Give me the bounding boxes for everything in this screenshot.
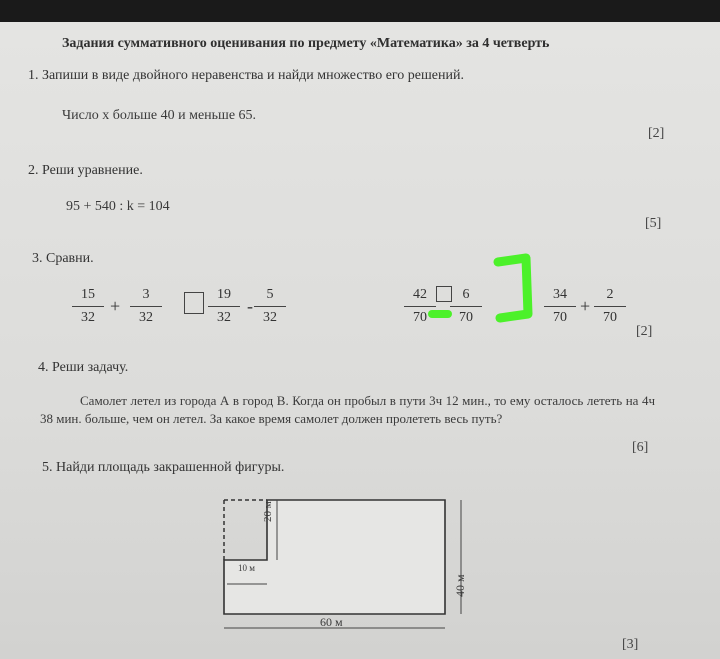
q4-problem-text: Самолет летел из города А в город В. Когда он пробыл в пути 3ч 12 мин., то ему осталось лететь на 4ч 38 мин. больше, чем он летел. За какое время самолет должен пролететь весь путь? xyxy=(40,393,655,426)
label-40m: 40 м xyxy=(453,574,467,597)
q4-heading: 4. Реши задачу. xyxy=(38,360,129,375)
q5-score: [3] xyxy=(622,637,639,652)
q3-ex1-fraction-a: 15 32 xyxy=(68,286,108,327)
q3-ex2-fraction-d: 2 70 xyxy=(590,286,630,327)
q1-heading: 1. Запиши в виде двойного неравенства и найди множество его решений. xyxy=(28,68,464,83)
q3-ex2-fraction-c: 34 70 xyxy=(540,286,580,327)
q3-ex2-op2: + xyxy=(580,296,591,316)
q3-ex1-fraction-b: 3 32 xyxy=(126,286,166,327)
q3-score: [2] xyxy=(636,324,653,339)
label-60m: 60 м xyxy=(320,615,343,629)
q4-score: [6] xyxy=(632,440,649,455)
q3-ex1-compare-box[interactable] xyxy=(184,292,204,314)
label-10m: 10 м xyxy=(238,563,255,573)
q3-ex2-fraction-b: 6 70 xyxy=(446,286,486,327)
worksheet-page xyxy=(0,22,720,659)
q1-score: [2] xyxy=(648,126,665,141)
q2-score: [5] xyxy=(645,216,662,231)
q3-ex1-op2: - xyxy=(247,296,253,316)
q2-equation: 95 + 540 : k = 104 xyxy=(66,199,170,214)
q5-heading: 5. Найди площадь закрашенной фигуры. xyxy=(42,460,285,475)
q3-ex1-fraction-d: 5 32 xyxy=(250,286,290,327)
q3-ex1-op1: + xyxy=(110,296,121,316)
q1-text: Число x больше 40 и меньше 65. xyxy=(62,108,257,123)
q3-ex2-fraction-a: 42 70 xyxy=(400,286,440,327)
green-bracket-mark xyxy=(488,248,548,324)
label-20m: 20 м xyxy=(262,501,274,522)
q3-ex1-fraction-c: 19 32 xyxy=(204,286,244,327)
q3-heading: 3. Сравни. xyxy=(32,251,94,266)
page-title: Задания суммативного оценивания по предмету «Математика» за 4 четверть xyxy=(62,36,550,51)
q2-heading: 2. Реши уравнение. xyxy=(28,163,143,178)
